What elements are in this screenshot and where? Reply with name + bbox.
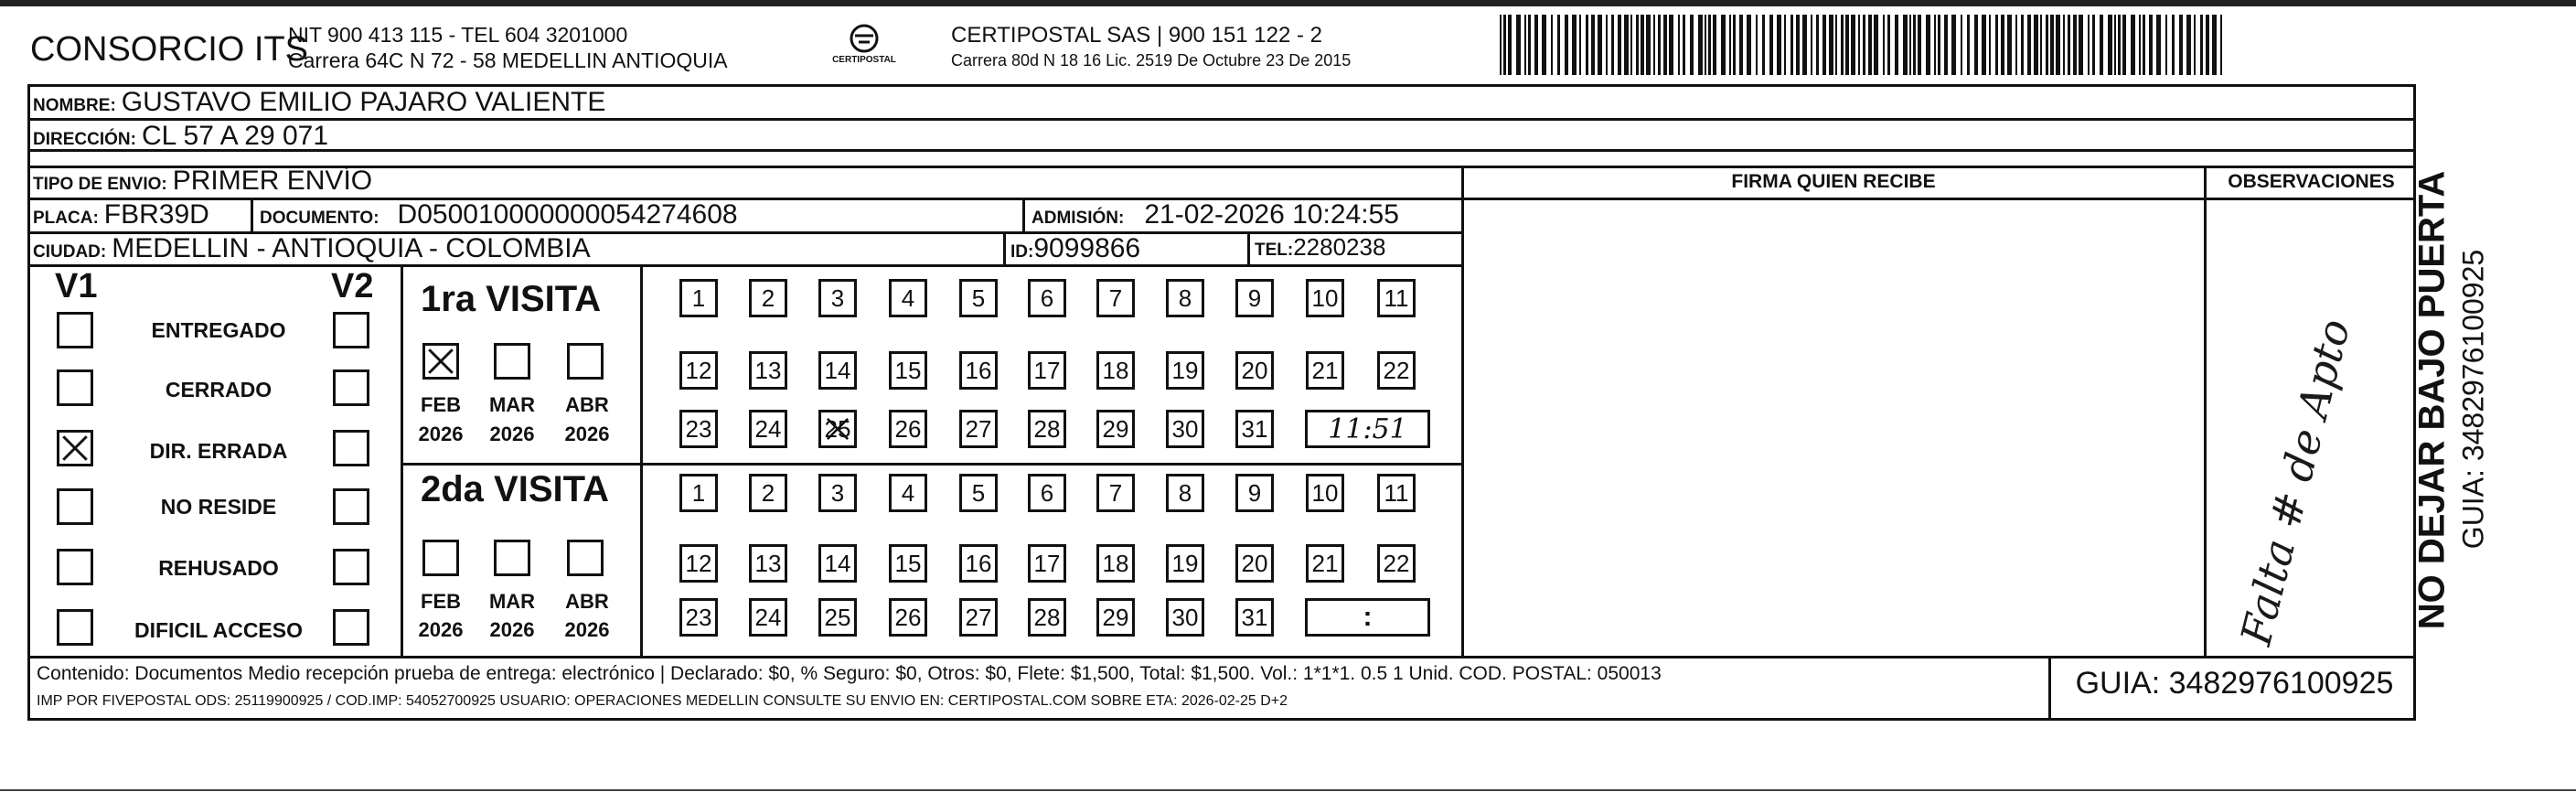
visit1-day-box[interactable]: 2 (749, 279, 787, 317)
company-line-2: Carrera 64C N 72 - 58 MEDELLIN ANTIOQUIA (288, 48, 728, 72)
v1-checkbox[interactable] (57, 430, 93, 466)
v2-checkbox[interactable] (333, 430, 369, 466)
visit2-day-box[interactable]: 12 (679, 544, 718, 583)
visit2-day-box[interactable]: 4 (889, 474, 927, 512)
v2-checkbox[interactable] (333, 312, 369, 348)
footer-contenido: Contenido: Documentos Medio recepción prueba de entrega: electrónico | Declarado: $0, % Seguro: $0, Otros: $0, Flete: $1,500, Total: $1,500. Vol.: 1*1*1. 0.5 1 Unid. COD. POSTAL: 050013 (37, 663, 1662, 684)
reason-label: DIR. ERRADA (149, 439, 288, 463)
visit1-day-box[interactable]: 4 (889, 279, 927, 317)
visit1-day-box[interactable]: 6 (1028, 279, 1066, 317)
visit1-year-label: 2026 (418, 423, 464, 445)
visit-title-2: 2da VISITA (421, 469, 609, 509)
placa-row (33, 199, 209, 230)
visit2-day-box[interactable]: 9 (1235, 474, 1274, 512)
scan-edge-top (0, 0, 2576, 6)
visit2-year-label: 2026 (564, 618, 610, 641)
visit2-day-box[interactable]: 24 (749, 598, 787, 637)
visit-title-1: 1ra VISITA (421, 279, 602, 319)
admision-label: ADMISIÓN: (1031, 209, 1125, 228)
visit2-time: : (1305, 598, 1430, 637)
documento-value: D050010000000054274608 (397, 199, 738, 230)
visit1-month-label: MAR (488, 393, 536, 416)
visit2-day-box[interactable]: 5 (959, 474, 998, 512)
visit1-month-label: FEB (421, 393, 461, 416)
documento-row (260, 199, 738, 230)
observaciones-header: OBSERVACIONES (2228, 171, 2395, 192)
visit1-day-box[interactable]: 24 (749, 410, 787, 448)
scan-edge-bottom (0, 789, 2576, 791)
visit2-day-box[interactable]: 13 (749, 544, 787, 583)
nombre-row (33, 87, 605, 118)
visit2-day-box[interactable]: 7 (1096, 474, 1135, 512)
visit2-year-label: 2026 (418, 618, 464, 641)
logo-wordmark: CERTIPOSTAL (832, 55, 896, 65)
visit2-month-label: MAR (488, 590, 536, 613)
direccion-row (33, 121, 328, 152)
visit2-day-box[interactable]: 11 (1377, 474, 1416, 512)
visit1-day-box[interactable]: 8 (1166, 279, 1204, 317)
v1-checkbox[interactable] (57, 549, 93, 585)
visit2-month-label: ABR (565, 590, 609, 613)
visit1-day-box[interactable]: 5 (959, 279, 998, 317)
v2-checkbox[interactable] (333, 369, 369, 406)
visit1-month-checkbox[interactable] (494, 343, 530, 380)
visit1-day-box[interactable]: 23 (679, 410, 718, 448)
visit2-day-box[interactable]: 26 (889, 598, 927, 637)
visit2-day-box[interactable]: 3 (818, 474, 857, 512)
v2-checkbox[interactable] (333, 549, 369, 585)
tel-label: TEL: (1255, 241, 1294, 260)
company-name: CONSORCIO ITS (30, 30, 309, 69)
visit2-day-box[interactable]: 28 (1028, 598, 1066, 637)
side-guia: GUIA: 3482976100925 (2456, 249, 2490, 550)
visit1-day-box[interactable]: 7 (1096, 279, 1135, 317)
visit1-day-box[interactable]: 29 (1096, 410, 1135, 448)
reason-label: NO RESIDE (160, 495, 277, 519)
v1-checkbox[interactable] (57, 369, 93, 406)
visit1-day-box[interactable]: 17 (1028, 351, 1066, 390)
visit1-time: 11:51 (1305, 410, 1430, 448)
barcode (1500, 15, 2231, 75)
visit1-day-box[interactable]: 3 (818, 279, 857, 317)
v1-checkbox[interactable] (57, 609, 93, 646)
firma-header: FIRMA QUIEN RECIBE (1731, 171, 1936, 192)
reason-label: ENTREGADO (151, 318, 286, 342)
carrier-line-1: CERTIPOSTAL SAS | 900 151 122 - 2 (951, 23, 1322, 48)
visit2-month-label: FEB (421, 590, 461, 613)
tipo-row (33, 166, 372, 197)
visit1-day-box[interactable]: 28 (1028, 410, 1066, 448)
v2-label: V2 (331, 267, 374, 305)
visit1-day-box[interactable]: 9 (1235, 279, 1274, 317)
visit1-day-box[interactable]: 13 (749, 351, 787, 390)
visit1-day-box[interactable]: 16 (959, 351, 998, 390)
visit1-day-box[interactable]: 10 (1306, 279, 1344, 317)
handwritten-observation: Falta # de Apto (2230, 314, 2360, 650)
direccion-label: DIRECCIÓN: (33, 130, 136, 149)
visit1-day-box[interactable]: 14 (818, 351, 857, 390)
visit1-day-box[interactable]: 12 (679, 351, 718, 390)
visit2-day-box[interactable]: 20 (1235, 544, 1274, 583)
visit1-day-box[interactable]: 21 (1306, 351, 1344, 390)
visit1-day-box[interactable]: 30 (1166, 410, 1204, 448)
nombre-value: GUSTAVO EMILIO PAJARO VALIENTE (121, 87, 606, 117)
visit1-day-box[interactable]: 15 (889, 351, 927, 390)
visit2-day-box[interactable]: 18 (1096, 544, 1135, 583)
visit2-day-box[interactable]: 29 (1096, 598, 1135, 637)
ciudad-value: MEDELLIN - ANTIOQUIA - COLOMBIA (112, 233, 591, 263)
visit2-month-checkbox[interactable] (567, 540, 604, 576)
v2-checkbox[interactable] (333, 609, 369, 646)
visit2-day-box[interactable]: 1 (679, 474, 718, 512)
visit2-day-box[interactable]: 19 (1166, 544, 1204, 583)
visit2-day-box[interactable]: 31 (1235, 598, 1274, 637)
visit2-month-checkbox[interactable] (494, 540, 530, 576)
visit1-day-box[interactable]: 11 (1377, 279, 1416, 317)
visit2-day-box[interactable]: 6 (1028, 474, 1066, 512)
reason-label: REHUSADO (158, 556, 279, 580)
tipo-label: TIPO DE ENVIO: (33, 175, 167, 194)
visit1-day-box[interactable]: 1 (679, 279, 718, 317)
id-label: ID: (1010, 242, 1034, 262)
tipo-value: PRIMER ENVÍO (172, 166, 373, 196)
visit1-day-box[interactable]: 20 (1235, 351, 1274, 390)
visit2-day-box[interactable]: 8 (1166, 474, 1204, 512)
v1-label: V1 (55, 267, 98, 305)
visit2-year-label: 2026 (489, 618, 535, 641)
visit1-month-checkbox[interactable] (422, 343, 459, 380)
id-value: 9099866 (1033, 233, 1141, 263)
tel-row (1255, 233, 1385, 262)
visit2-day-box[interactable]: 2 (749, 474, 787, 512)
visit2-day-box[interactable]: 25 (818, 598, 857, 637)
v1-checkbox[interactable] (57, 488, 93, 525)
id-row (1010, 233, 1140, 264)
visit2-day-box[interactable]: 21 (1306, 544, 1344, 583)
company-line-1: NIT 900 413 115 - TEL 604 3201000 (288, 23, 628, 47)
visit2-day-box[interactable]: 27 (959, 598, 998, 637)
ciudad-label: CIUDAD: (33, 242, 107, 262)
visit1-year-label: 2026 (489, 423, 535, 445)
reason-label: CERRADO (165, 378, 273, 402)
visit1-year-label: 2026 (564, 423, 610, 445)
visit2-day-box[interactable]: 23 (679, 598, 718, 637)
visit2-day-box[interactable]: 16 (959, 544, 998, 583)
visit1-day-box[interactable]: 19 (1166, 351, 1204, 390)
visit1-day-box[interactable]: 25 (818, 410, 857, 448)
ciudad-row (33, 233, 591, 264)
nombre-label: NOMBRE: (33, 96, 116, 115)
tel-value: 2280238 (1293, 233, 1386, 261)
visit1-day-box[interactable]: 26 (889, 410, 927, 448)
visit1-day-box[interactable]: 22 (1377, 351, 1416, 390)
visit2-day-box[interactable]: 10 (1306, 474, 1344, 512)
visit1-day-box[interactable]: 18 (1096, 351, 1135, 390)
visit2-day-box[interactable]: 17 (1028, 544, 1066, 583)
visit2-day-box[interactable]: 15 (889, 544, 927, 583)
visit1-month-checkbox[interactable] (567, 343, 604, 380)
documento-label: DOCUMENTO: (260, 209, 379, 228)
placa-value: FBR39D (103, 199, 209, 230)
v1-checkbox[interactable] (57, 312, 93, 348)
footer-guia: GUIA: 3482976100925 (2075, 666, 2394, 701)
admision-value: 21-02-2026 10:24:55 (1144, 199, 1399, 230)
visit2-day-box[interactable]: 14 (818, 544, 857, 583)
visit2-day-box[interactable]: 30 (1166, 598, 1204, 637)
direccion-value: CL 57 A 29 071 (141, 121, 329, 151)
visit1-day-box[interactable]: 27 (959, 410, 998, 448)
visit1-month-label: ABR (565, 393, 609, 416)
admision-row (1031, 199, 1399, 230)
reason-label: DIFICIL ACCESO (134, 618, 303, 642)
placa-label: PLACA: (33, 209, 99, 228)
visit2-month-checkbox[interactable] (422, 540, 459, 576)
visit2-day-box[interactable]: 22 (1377, 544, 1416, 583)
carrier-line-2: Carrera 80d N 18 16 Lic. 2519 De Octubre 23 De 2015 (951, 51, 1352, 70)
certipostal-logo (818, 20, 910, 75)
visit1-day-box[interactable]: 31 (1235, 410, 1274, 448)
side-no-dejar-bajo-puerta: NO DEJAR BAJO PUERTA (2411, 170, 2453, 630)
v2-checkbox[interactable] (333, 488, 369, 525)
footer-imp: IMP POR FIVEPOSTAL ODS: 25119900925 / COD.IMP: 54052700925 USUARIO: OPERACIONES MEDELLIN CONSULTE SU ENVIO EN: CERTIPOSTAL.COM SOBRE ETA: 2026-02-25 D+2 (37, 693, 1288, 709)
